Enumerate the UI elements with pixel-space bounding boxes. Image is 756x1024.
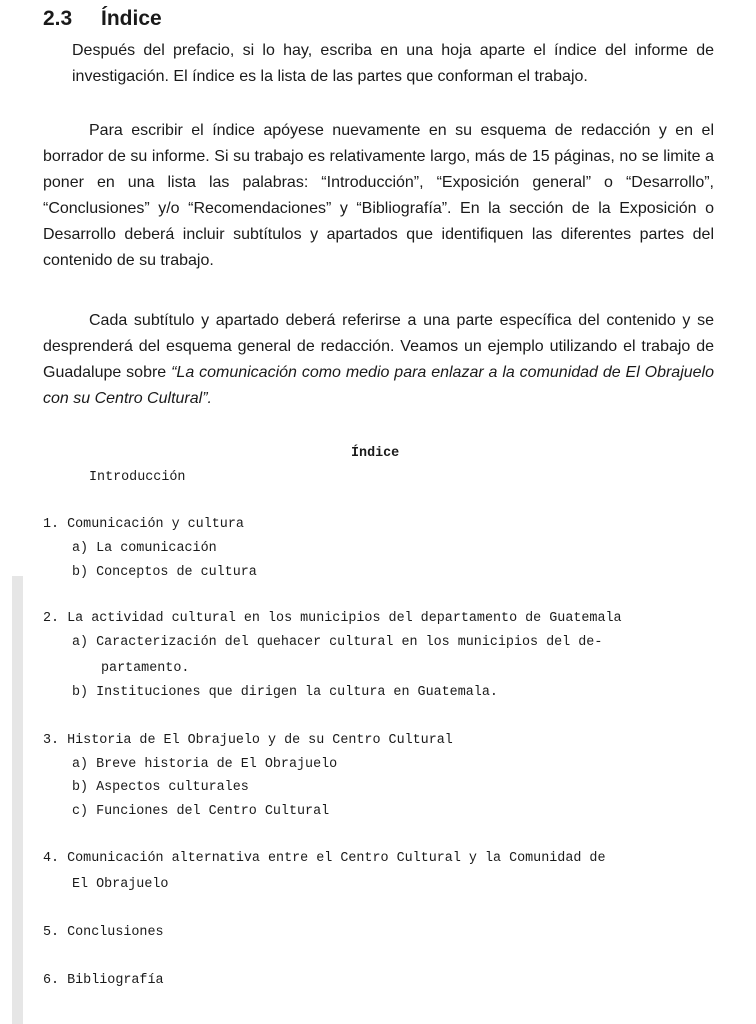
index-line: 3. Historia de El Obrajuelo y de su Centro Cultural: [43, 733, 453, 748]
index-line: a) Caracterización del quehacer cultural en los municipios del de-: [72, 635, 603, 650]
index-line: 6. Bibliografía: [43, 973, 164, 988]
index-line: 5. Conclusiones: [43, 925, 164, 940]
paragraph-1: Después del prefacio, si lo hay, escriba en una hoja aparte el índice del informe de investigación. El índice es la lista de las partes que conforman el trabajo.: [72, 42, 714, 85]
margin-bar: [12, 576, 23, 1024]
index-line: 2. La actividad cultural en los municipios del departamento de Guatemala: [43, 611, 622, 626]
paragraph-3-title-italic: “La comunicación como medio para enlazar a la comunidad de El Obrajuelo con su Centro Cultural”.: [43, 364, 715, 407]
index-line: a) Breve historia de El Obrajuelo: [72, 757, 338, 772]
index-line: b) Aspectos culturales: [72, 780, 249, 795]
paragraph-2-text: Para escribir el índice apóyese nuevamente en su esquema de redacción y en el borrador de su informe. Si su trabajo es relativamente largo, más de 15 páginas, no se limite a poner en una lista las palabras: “Introducción”, “Exposición general” o “Desarrollo”, “Conclusiones” y/o “Recomendaciones” y “Bibliografía”. En la sección de la Exposición o Desarrollo deberá incluir subtítulos y apartados que identifiquen las diferentes partes del contenido de su trabajo.: [43, 122, 714, 269]
paragraph-2: [43, 118, 714, 274]
paragraph-3-text: Cada subtítulo y apartado deberá referirse a una parte específica del contenido y se desprenderá del esquema general de redacción. Veamos un ejemplo utilizando el trabajo de Guadalupe sobre: [43, 312, 714, 381]
index-line: partamento.: [101, 661, 190, 676]
index-line: a) La comunicación: [72, 541, 217, 556]
paragraph-3: [43, 308, 714, 412]
index-line: b) Instituciones que dirigen la cultura en Guatemala.: [72, 685, 498, 700]
index-line: 1. Comunicación y cultura: [43, 517, 244, 532]
index-line: c) Funciones del Centro Cultural: [72, 804, 330, 819]
index-line: El Obrajuelo: [72, 877, 169, 892]
index-title: Índice: [351, 446, 400, 461]
section-number: 2.3: [43, 7, 73, 30]
index-line: 4. Comunicación alternativa entre el Centro Cultural y la Comunidad de: [43, 851, 606, 866]
index-intro: Introducción: [89, 470, 186, 485]
section-heading: [43, 4, 162, 34]
section-title: Índice: [101, 7, 162, 30]
index-line: b) Conceptos de cultura: [72, 565, 257, 580]
